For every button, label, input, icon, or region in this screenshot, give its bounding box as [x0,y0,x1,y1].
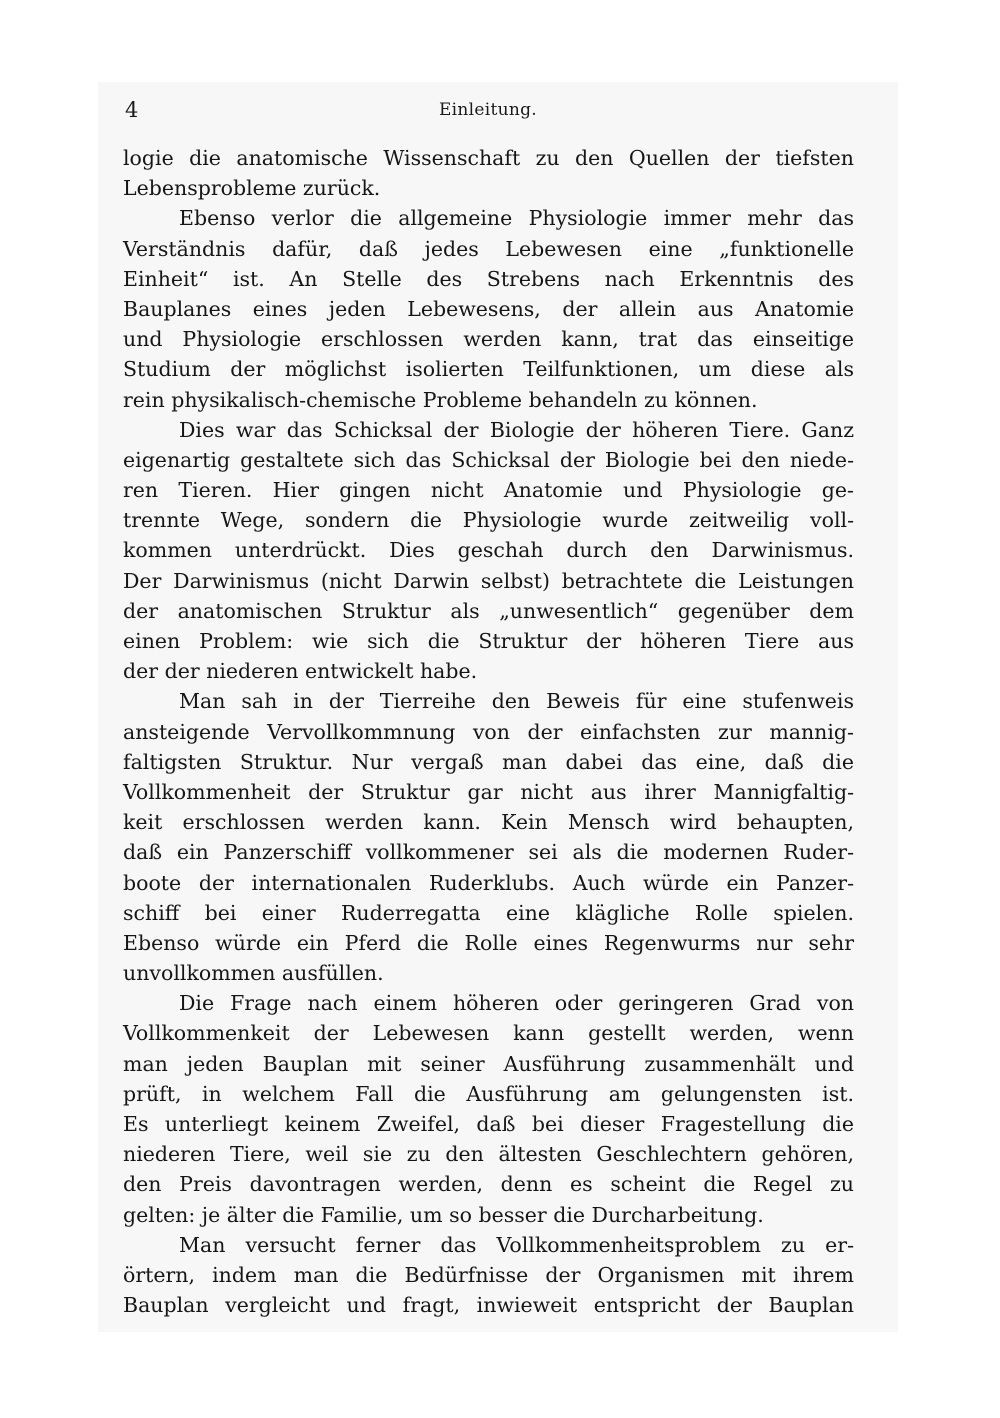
text-line: den Preis davontragen werden, denn es scheint die Regel zu [123,1172,854,1197]
page-number: 4 [125,98,139,122]
text-line: Bauplanes eines jeden Lebewesens, der allein aus Anatomie [123,296,854,321]
text-line: ansteigende Vervollkommnung von der einfachsten zur mannig- [123,719,854,744]
text-line: daß ein Panzerschiff vollkommener sei als die modernen Ruder- [123,840,854,865]
text-line: keit erschlossen werden kann. Kein Mensch wird behaupten, [123,810,854,835]
text-line: Man sah in der Tierreihe den Beweis für eine stufenweis [179,689,854,714]
text-line: einen Problem: wie sich die Struktur der höheren Tiere aus [123,629,854,653]
text-line: kommen unterdrückt. Dies geschah durch den Darwinismus. [123,538,854,563]
text-line: Studium der möglichst isolierten Teilfunktionen, um diese als [123,357,854,382]
running-head: Einleitung. [438,100,538,120]
text-line: Einheit“ ist. An Stelle des Strebens nach Erkenntnis des [123,266,854,291]
text-line: Bauplan vergleicht und fragt, inwieweit entspricht der Bauplan [123,1293,854,1318]
text-line: prüft, in welchem Fall die Ausführung am gelungensten ist. [123,1081,854,1106]
text-line: Die Frage nach einem höheren oder geringeren Grad von [179,991,854,1016]
text-line: Verständnis dafür, daß jedes Lebewesen eine „funktionelle [123,236,854,261]
text-line: schiff bei einer Ruderregatta eine klägliche Rolle spielen. [123,900,854,925]
text-line: Dies war das Schicksal der Biologie der höheren Tiere. Ganz [179,417,854,442]
text-line: boote der internationalen Ruderklubs. Auch würde ein Panzer- [123,870,854,895]
text-line: gelten: je älter die Familie, um so besser die Durcharbeitung. [123,1202,764,1227]
body-text [123,143,854,1320]
text-line: trennte Wege, sondern die Physiologie wurde zeitweilig voll- [123,508,854,533]
text-line: der anatomischen Struktur als „unwesentlich“ gegenüber dem [123,598,854,623]
text-line: man jeden Bauplan mit seiner Ausführung zusammenhält und [123,1051,854,1076]
text-line: Es unterliegt keinem Zweifel, daß bei dieser Fragestellung die [123,1112,854,1136]
text-line: logie die anatomische Wissenschaft zu den Quellen der tiefsten [123,146,854,170]
text-line: und Physiologie erschlossen werden kann, trat das einseitige [123,327,854,352]
text-line: Vollkommenheit der Struktur gar nicht aus ihrer Mannigfaltig- [123,779,854,804]
text-line: Ebenso verlor die allgemeine Physiologie immer mehr das [179,206,854,231]
text-line: Der Darwinismus (nicht Darwin selbst) betrachtete die Leistungen [123,568,854,593]
text-line: Vollkommenkeit der Lebewesen kann gestellt werden, wenn [123,1021,854,1046]
text-line: Man versucht ferner das Vollkommenheitsproblem zu er- [179,1232,854,1257]
page-header [123,96,853,126]
text-line: unvollkommen ausfüllen. [123,961,384,986]
text-line: eigenartig gestaltete sich das Schicksal der Biologie bei den niede- [123,447,854,472]
text-line: örtern, indem man die Bedürfnisse der Organismen mit ihrem [123,1262,854,1287]
text-line: der der niederen entwickelt habe. [123,659,478,684]
text-line: Lebensprobleme zurück. [123,176,381,201]
text-line: niederen Tiere, weil sie zu den ältesten Geschlechtern gehören, [123,1142,854,1167]
text-line: Ebenso würde ein Pferd die Rolle eines Regenwurms nur sehr [123,930,854,955]
text-line: rein physikalisch-chemische Probleme behandeln zu können. [123,387,758,412]
text-line: faltigsten Struktur. Nur vergaß man dabei das eine, daß die [123,749,854,774]
text-line: ren Tieren. Hier gingen nicht Anatomie und Physiologie ge- [123,478,854,503]
